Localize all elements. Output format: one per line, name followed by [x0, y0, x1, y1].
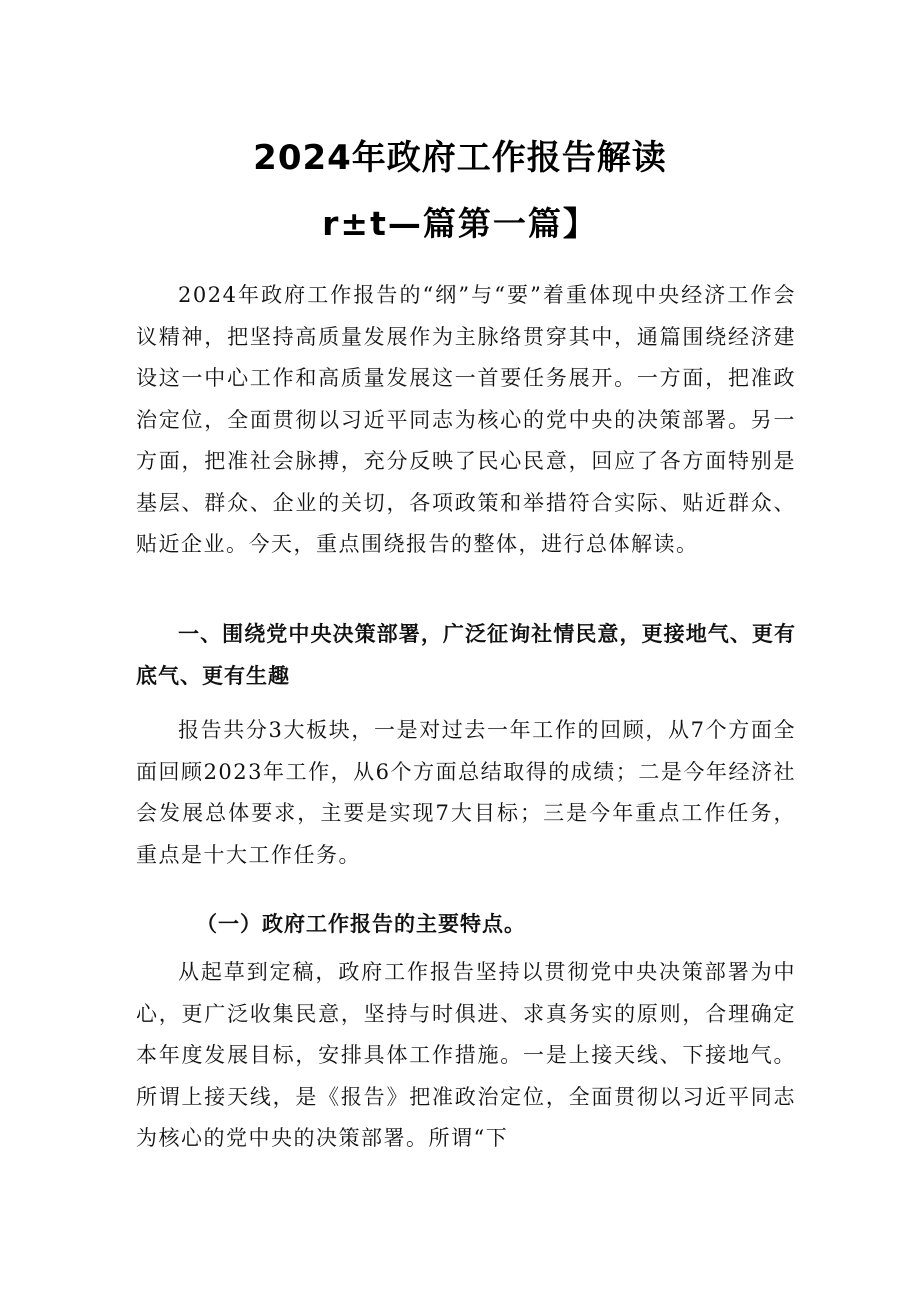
document-subtitle: r±t—篇第一篇】 — [322, 204, 598, 243]
section-1-paragraph: 报告共分3大板块，一是对过去一年工作的回顾，从7个方面全面回顾2023年工作，从6个方面总结取得的成绩；二是今年经济社会发展总体要求，主要是实现7大目标；三是今年重点工作任务，重点是十大工作任务。 — [136, 718, 796, 867]
subsection-1-paragraph: 从起草到定稿，政府工作报告坚持以贯彻党中央决策部署为中心，更广泛收集民意，坚持与时俱进、求真务实的原则，合理确定本年度发展目标，安排具体工作措施。一是上接天线、下接地气。所谓上接天线，是《报告》把准政治定位，全面贯彻以习近平同志为核心的党中央的决策部署。所谓“下 — [136, 960, 796, 1150]
subsection-heading-1: （一）政府工作报告的主要特点。 — [196, 912, 526, 936]
section-heading-1: 一、围绕党中央决策部署，广泛征询社情民意，更接地气、更有底气、更有生趣 — [136, 622, 796, 688]
document-title: 2024年政府工作报告解读 — [253, 138, 667, 178]
intro-paragraph: 2024年政府工作报告的“纲”与“要”着重体现中央经济工作会议精神，把坚持高质量发展作为主脉络贯穿其中，通篇围绕经济建设这一中心工作和高质量发展这一首要任务展开。一方面，把准政治定位，全面贯彻以习近平同志为核心的党中央的决策部署。另一方面，把准社会脉搏，充分反映了民心民意，回应了各方面特别是基层、群众、企业的关切，各项政策和举措符合实际、贴近群众、贴近企业。今天，重点围绕报告的整体，进行总体解读。 — [136, 283, 796, 556]
